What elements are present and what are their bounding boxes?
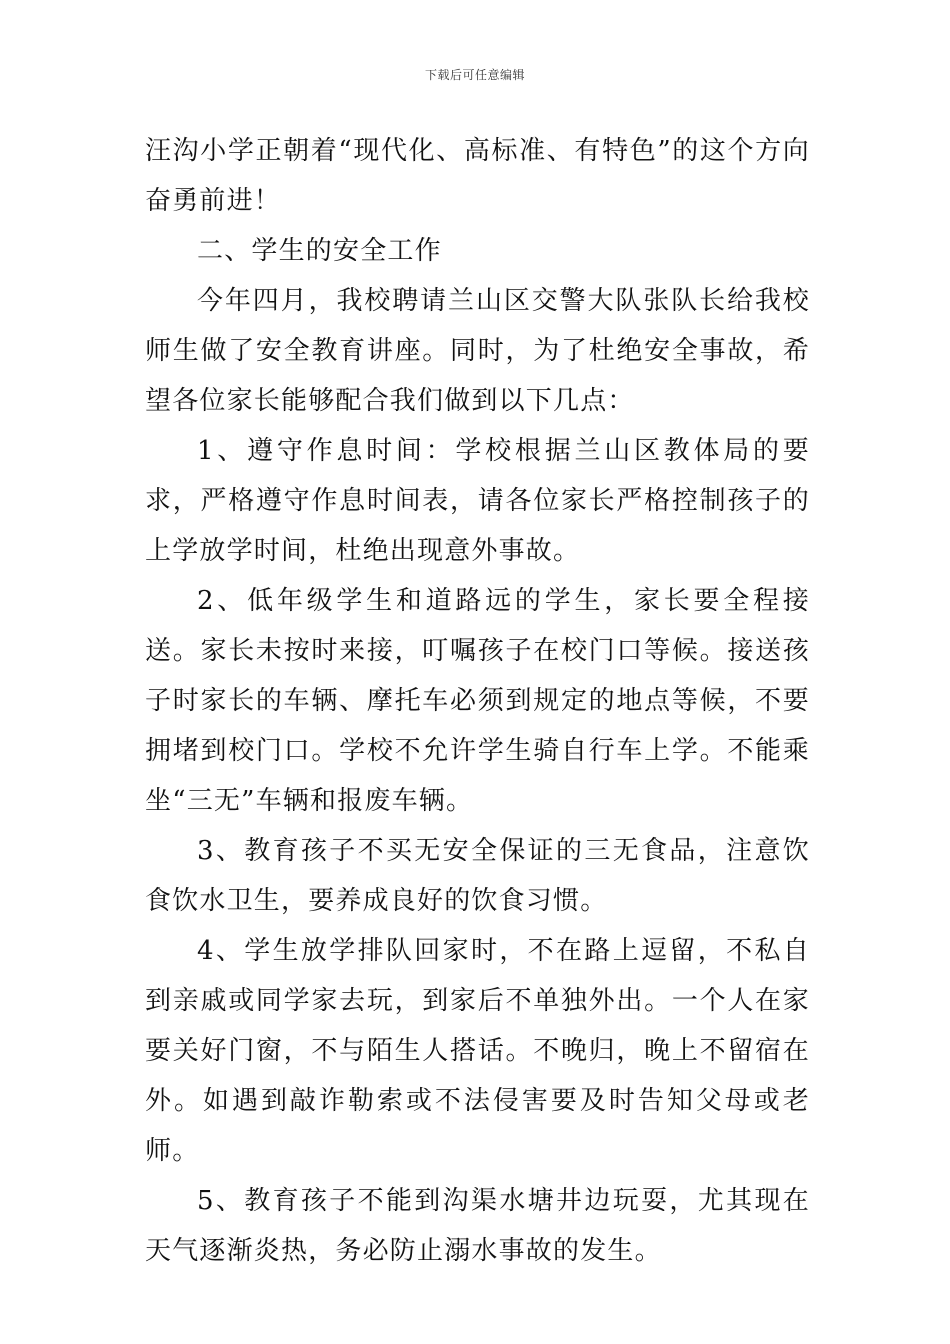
paragraph-point-1: 1、遵守作息时间：学校根据兰山区教体局的要求，严格遵守作息时间表，请各位家长严格控制孩子的上学放学时间，杜绝出现意外事故。 xyxy=(145,436,810,566)
document-body xyxy=(145,126,810,1276)
paragraph-point-5: 5、教育孩子不能到沟渠水塘井边玩耍，尤其现在天气逐渐炎热，务必防止溺水事故的发生。 xyxy=(145,1186,810,1266)
paragraph-point-2: 2、低年级学生和道路远的学生，家长要全程接送。家长未按时来接，叮嘱孩子在校门口等候。接送孩子时家长的车辆、摩托车必须到规定的地点等候，不要拥堵到校门口。学校不允许学生骑自行车上学。不能乘坐“三无”车辆和报废车辆。 xyxy=(145,586,810,816)
page-header: 下载后可任意编辑 xyxy=(424,68,525,82)
paragraph-point-3: 3、教育孩子不买无安全保证的三无食品，注意饮食饮水卫生，要养成良好的饮食习惯。 xyxy=(145,836,810,916)
paragraph-intro-continuation: 汪沟小学正朝着“现代化、高标准、有特色”的这个方向奋勇前进！ xyxy=(145,136,810,216)
paragraph-safety-lecture: 今年四月，我校聘请兰山区交警大队张队长给我校师生做了安全教育讲座。同时，为了杜绝安全事故，希望各位家长能够配合我们做到以下几点： xyxy=(145,286,810,416)
section-heading-student-safety: 二、学生的安全工作 xyxy=(197,236,442,266)
paragraph-point-4: 4、学生放学排队回家时，不在路上逗留，不私自到亲戚或同学家去玩，到家后不单独外出。一个人在家要关好门窗，不与陌生人搭话。不晚归，晚上不留宿在外。如遇到敲诈勒索或不法侵害要及时告知父母或老师。 xyxy=(145,936,810,1166)
